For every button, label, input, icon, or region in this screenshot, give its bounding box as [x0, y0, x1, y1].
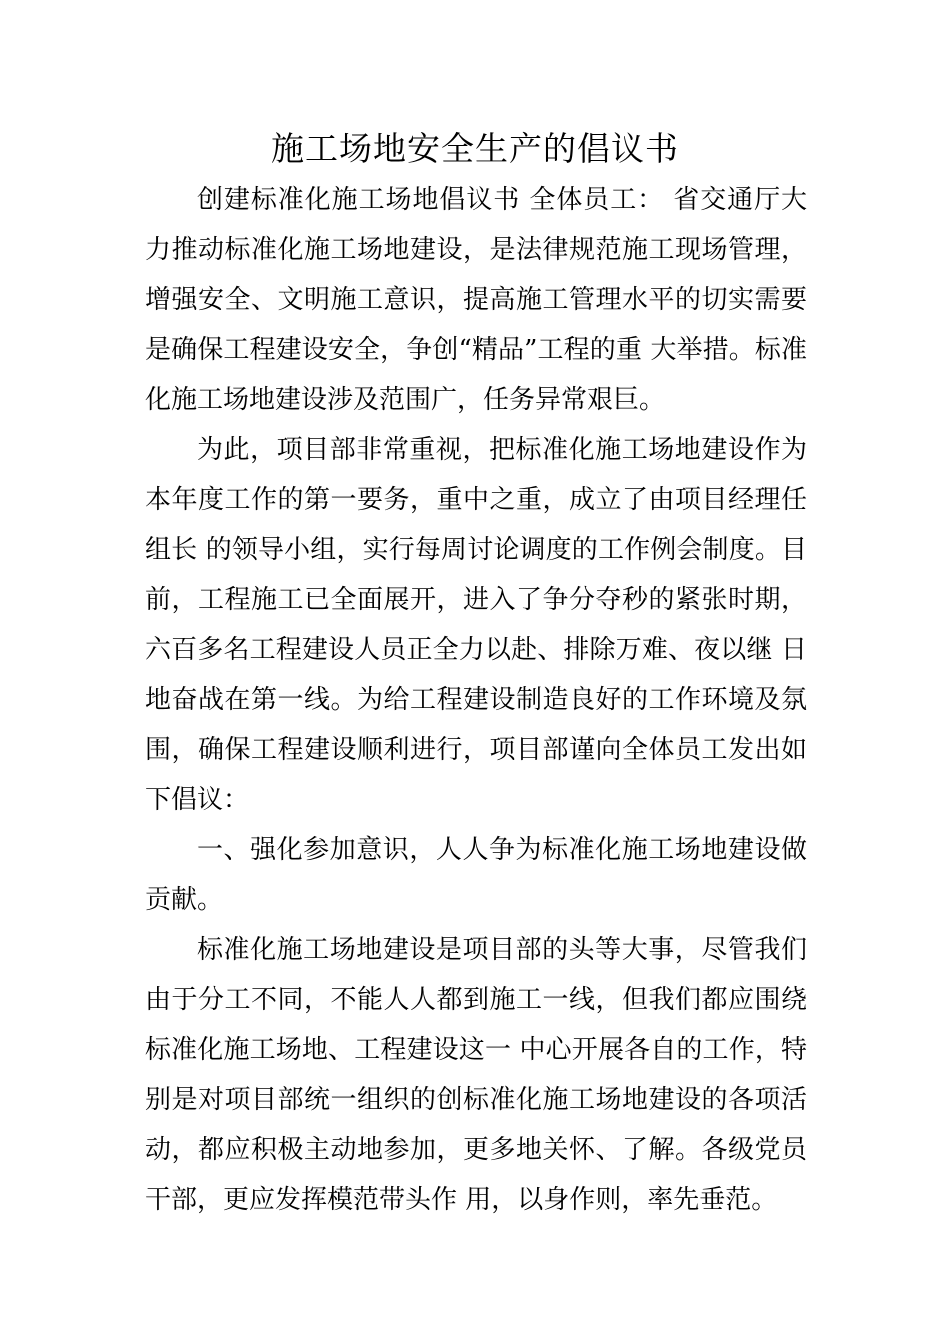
paragraph-intro: 创建标准化施工场地倡议书 全体员工： 省交通厅大力推动标准化施工场地建设，是法律规范施工现场管理，增强安全、文明施工意识，提高施工管理水平的切实需要是确保工程建设安全，争创“精品”工程的重 大举措。标准化施工场地建设涉及范围广，任务异常艰巨。 — [145, 185, 807, 415]
paragraph-project-department: 为此，项目部非常重视，把标准化施工场地建设作为本年度工作的第一要务，重中之重，成立了由项目经理任组长 的领导小组，实行每周讨论调度的工作例会制度。目前，工程施工已全面展开，进入了争分夺秒的紧张时期，六百多名工程建设人员正全力以赴、排除万难、夜以继 日地奋战在第一线。为给工程建设制造良好的工作环境及氛围，确保工程建设顺利进行，项目部谨向全体员工发出如下倡议： — [145, 435, 807, 815]
paragraph-heading-one: 一、强化参加意识，人人争为标准化施工场地建设做贡献。 — [145, 835, 807, 915]
document-title: 施工场地安全生产的倡议书 — [271, 129, 679, 168]
document-body — [145, 175, 807, 1225]
paragraph-standardization: 标准化施工场地建设是项目部的头等大事，尽管我们由于分工不同，不能人人都到施工一线，但我们都应围绕标准化施工场地、工程建设这一 中心开展各自的工作，特别是对项目部统一组织的创标准化施工场地建设的各项活动，都应积极主动地参加，更多地关怀、了解。各级党员干部，更应发挥模范带头作 用，以身作则，率先垂范。 — [145, 935, 807, 1215]
